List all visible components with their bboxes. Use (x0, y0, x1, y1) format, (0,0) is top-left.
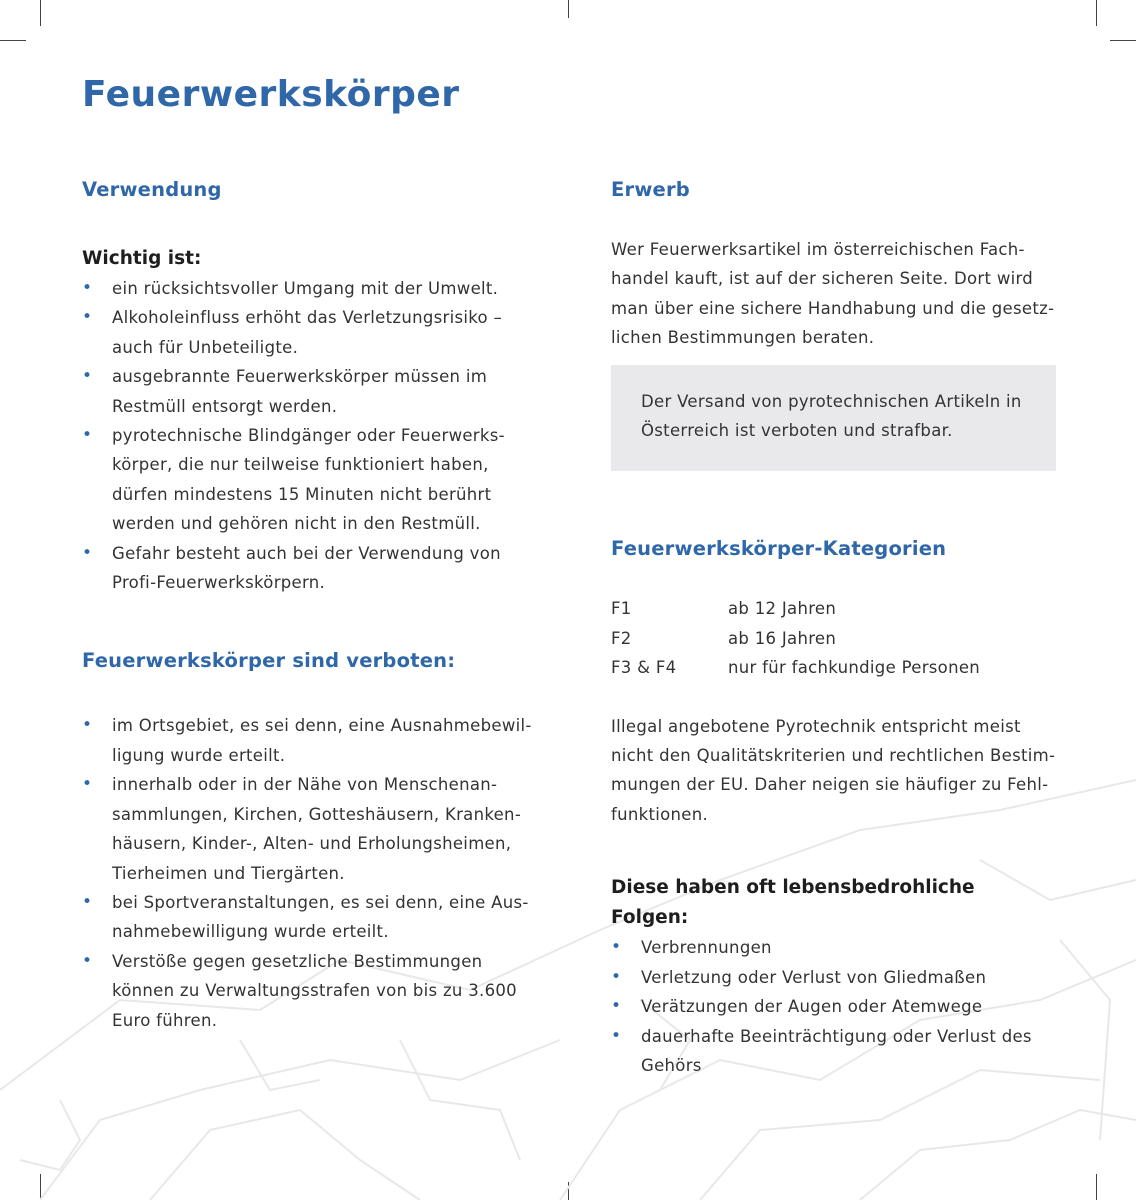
categories-table (611, 594, 1056, 682)
section-heading-verwendung: Verwendung (82, 178, 222, 201)
section-heading-verboten: Feuerwerkskörper sind verboten: (82, 649, 456, 673)
section-heading-kategorien: Feuerwerkskörper-Kategorien (611, 537, 947, 561)
list-item: • Alkoholeinfluss erhöht das Verletzungsrisiko – auch für Unbeteiligte. (82, 303, 532, 362)
category-desc: ab 12 Jahren (728, 599, 837, 619)
subheading-folgen: Diese haben oft lebensbedrohliche Folgen: (611, 877, 975, 929)
list-item: • innerhalb oder in der Nähe von Menschenansammlungen, Kirchen, Gotteshäusern, Krankenhäusern, Kinder-, Alten- und Erholungsheimen, Tierheimen und Tiergärten. (82, 770, 532, 888)
erwerb-text: Wer Feuerwerksartikel im österreichischen Fachhandel kauft, ist auf der sicheren Seite. Dort wird man über eine sichere Handhabung und die gesetzlichen Bestimmungen beraten. (611, 240, 1055, 348)
verboten-list (82, 711, 532, 1034)
category-row (611, 594, 1056, 623)
list-item: • ausgebrannte Feuerwerkskörper müssen im Restmüll entsorgt werden. (82, 362, 532, 421)
category-code: F3 & F4 (611, 658, 677, 678)
list-item: • Verstöße gegen gesetzliche Bestimmungen können zu Verwaltungsstrafen von bis zu 3.600 Euro führen. (82, 947, 532, 1035)
category-desc: nur für fachkundige Personen (728, 658, 981, 678)
left-column (82, 170, 532, 1035)
category-code: F2 (611, 628, 632, 648)
category-code: F1 (611, 599, 632, 619)
kategorien-text: Illegal angebotene Pyrotechnik entspricht meist nicht den Qualitätskriterien und rechtlichen Bestimmungen der EU. Daher neigen sie häufiger zu Fehlfunktionen. (611, 716, 1055, 824)
category-desc: ab 16 Jahren (728, 628, 837, 648)
list-item: • Verätzungen der Augen oder Atemwege (611, 992, 1056, 1021)
list-item: • bei Sportveranstaltungen, es sei denn, eine Ausnahmebewilligung wurde erteilt. (82, 888, 532, 947)
category-row (611, 624, 1056, 653)
info-box-text: Der Versand von pyrotechnischen Artikeln in Österreich ist verboten und strafbar. (641, 391, 1022, 441)
section-heading-erwerb: Erwerb (611, 178, 690, 201)
right-column (611, 170, 1056, 1080)
subheading-wichtig: Wichtig ist: (82, 248, 202, 269)
verwendung-list (82, 274, 532, 597)
list-item: • pyrotechnische Blindgänger oder Feuerwerkskörper, die nur teilweise funktioniert haben, dürfen mindestens 15 Minuten nicht berührt werden und gehören nicht in den Restmüll. (82, 421, 532, 539)
list-item: • Verletzung oder Verlust von Gliedmaßen (611, 963, 1056, 992)
page-title: Feuerwerkskörper (82, 74, 460, 115)
folgen-list (611, 933, 1056, 1080)
list-item: • im Ortsgebiet, es sei denn, eine Ausnahmebewilligung wurde erteilt. (82, 711, 532, 770)
info-box (611, 365, 1056, 472)
list-item: • dauerhafte Beeinträchtigung oder Verlust des Gehörs (611, 1022, 1056, 1081)
category-row (611, 653, 1056, 682)
list-item: • Gefahr besteht auch bei der Verwendung von Profi-Feuerwerkskörpern. (82, 539, 532, 598)
list-item: • Verbrennungen (611, 933, 1056, 962)
list-item: • ein rücksichtsvoller Umgang mit der Umwelt. (82, 274, 532, 303)
